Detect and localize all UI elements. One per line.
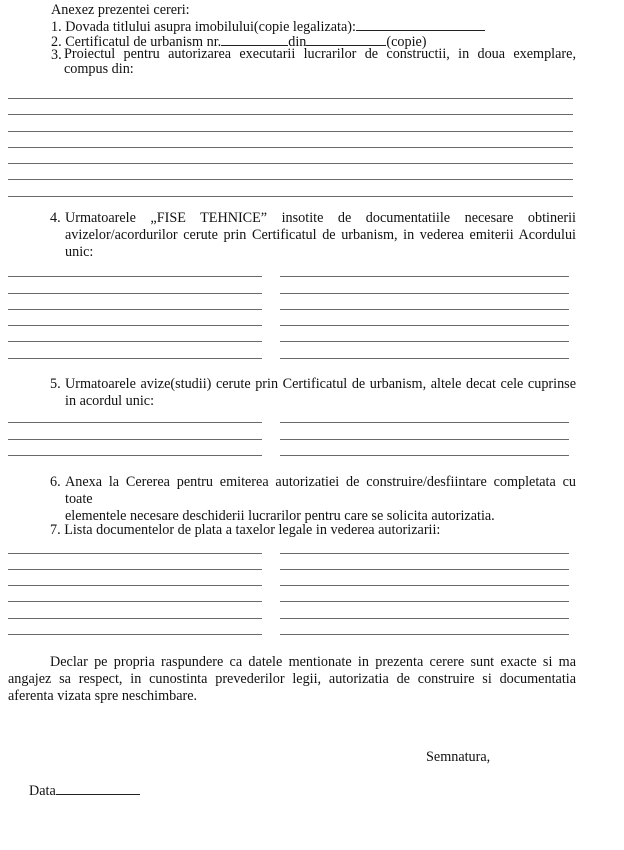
- item-3-number: 3.: [51, 47, 62, 63]
- item-4-right-line-5[interactable]: [280, 341, 569, 342]
- item-7-left-line-4[interactable]: [8, 601, 262, 602]
- item-5-line-2: in acordul unic:: [65, 393, 155, 409]
- item-7-left-line-6[interactable]: [8, 634, 262, 635]
- item-7-right-line-5[interactable]: [280, 618, 569, 619]
- item-1: [51, 18, 485, 34]
- item-4-left-line-5[interactable]: [8, 341, 262, 342]
- title-deed-field[interactable]: [356, 18, 485, 31]
- declaration-line-2: angajez sa respect, in cunostinta prevederilor legii, autorizatia de construire si documentatia: [8, 671, 576, 687]
- item-3-line-7[interactable]: [8, 196, 573, 197]
- item-4-right-line-6[interactable]: [280, 358, 569, 359]
- item-4-left-line-1[interactable]: [8, 276, 262, 277]
- date-row: [29, 782, 140, 798]
- certificate-date-field[interactable]: [306, 33, 386, 46]
- item-2-number: 2.: [51, 34, 62, 50]
- item-3-line-6[interactable]: [8, 179, 573, 180]
- declaration-line-1: Declar pe propria raspundere ca datele mentionate in prezenta cerere sunt exacte si ma: [50, 654, 576, 670]
- declaration: [8, 654, 576, 705]
- item-3-line-2[interactable]: [8, 114, 573, 115]
- item-4-left-line-3[interactable]: [8, 309, 262, 310]
- item-6-line-1: Anexa la Cererea pentru emiterea autorizatiei de construire/desfiintare completata cu toate: [65, 474, 576, 507]
- certificate-number-field[interactable]: [221, 33, 288, 46]
- item-7-left-line-1[interactable]: [8, 553, 262, 554]
- item-4-left-line-4[interactable]: [8, 325, 262, 326]
- item-4-number: 4.: [50, 210, 61, 226]
- item-4-text: [65, 210, 576, 261]
- item-1-label: Dovada titlului asupra imobilului(copie legalizata):: [65, 19, 356, 35]
- item-7: [50, 523, 440, 537]
- item-4-left-line-2[interactable]: [8, 293, 262, 294]
- item-7-right-line-6[interactable]: [280, 634, 569, 635]
- item-6-text: [65, 474, 576, 525]
- item-5-right-line-1[interactable]: [280, 422, 569, 423]
- item-3-line-3[interactable]: [8, 131, 573, 132]
- item-7-left-line-3[interactable]: [8, 585, 262, 586]
- item-7-right-line-1[interactable]: [280, 553, 569, 554]
- item-7-left-line-5[interactable]: [8, 618, 262, 619]
- item-3-line-2: compus din:: [64, 61, 134, 77]
- item-7-right-line-4[interactable]: [280, 601, 569, 602]
- item-3-line-5[interactable]: [8, 163, 573, 164]
- item-5-number: 5.: [50, 376, 61, 392]
- declaration-line-3: aferenta vizata spre neschimbare.: [8, 688, 198, 704]
- item-4-right-line-3[interactable]: [280, 309, 569, 310]
- item-3-text: [64, 47, 576, 77]
- item-7-number: 7.: [50, 522, 61, 538]
- item-7-right-line-3[interactable]: [280, 585, 569, 586]
- item-3-line-1[interactable]: [8, 98, 573, 99]
- item-4-right-line-4[interactable]: [280, 325, 569, 326]
- item-5-left-line-1[interactable]: [8, 422, 262, 423]
- intro-heading: Anexez prezentei cereri:: [51, 2, 190, 18]
- item-3-line-1: Proiectul pentru autorizarea executarii lucrarilor de constructii, in doua exemplare,: [64, 46, 576, 62]
- item-2-label: Certificatul de urbanism nr.: [65, 34, 222, 50]
- item-4-right-line-2[interactable]: [280, 293, 569, 294]
- item-5-right-line-3[interactable]: [280, 455, 569, 456]
- item-5-line-1: Urmatoarele avize(studii) cerute prin Certificatul de urbanism, altele decat cele cuprinse: [65, 376, 576, 392]
- item-4-line-1: Urmatoarele „FISE TEHNICE” insotite de documentatiile necesare obtinerii: [65, 210, 576, 226]
- item-6-line-2: elementele necesare deschiderii lucrarilor pentru care se solicita autorizatia.: [65, 508, 495, 524]
- date-label: Data: [29, 783, 56, 799]
- item-3-line-4[interactable]: [8, 147, 573, 148]
- item-7-left-line-2[interactable]: [8, 569, 262, 570]
- item-5-text: [65, 376, 576, 410]
- item-6-number: 6.: [50, 474, 61, 490]
- item-1-number: 1.: [51, 19, 62, 35]
- item-2-copy-label: (copie): [386, 34, 427, 50]
- item-5-right-line-2[interactable]: [280, 439, 569, 440]
- item-4-line-2: avizelor/acordurilor cerute prin Certificatul de urbanism, in vederea emiterii Acordului: [65, 227, 576, 243]
- date-field[interactable]: [56, 782, 140, 795]
- item-4-left-line-6[interactable]: [8, 358, 262, 359]
- item-5-left-line-2[interactable]: [8, 439, 262, 440]
- item-4-line-3: unic:: [65, 244, 94, 260]
- item-7-right-line-2[interactable]: [280, 569, 569, 570]
- signature-label: Semnatura,: [426, 749, 491, 765]
- item-4-right-line-1[interactable]: [280, 276, 569, 277]
- item-7-label: Lista documentelor de plata a taxelor legale in vederea autorizarii:: [64, 522, 441, 538]
- item-5-left-line-3[interactable]: [8, 455, 262, 456]
- item-2-din-label: din: [288, 34, 307, 50]
